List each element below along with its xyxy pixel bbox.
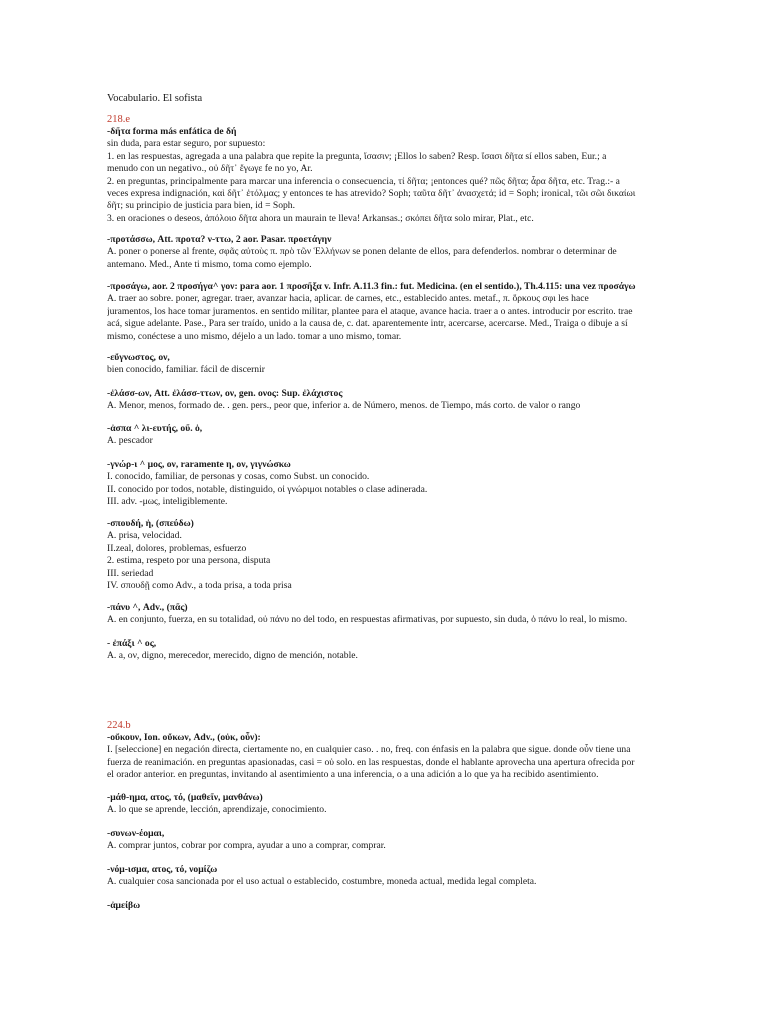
definition-line: sin duda, para estar seguro, por supuesto: xyxy=(107,138,266,150)
headword: -πάνυ ^, Adv., (πᾶς) xyxy=(107,602,188,613)
definition-line: A. en conjunto, fuerza, en su totalidad, οὐ πάνυ no del todo, en respuestas afirmativas, por supuesto, sin duda, ὁ πάνυ lo real, lo mismo. xyxy=(107,614,628,626)
definition-line: 2. en preguntas, principalmente para marcar una inferencia o consecuencia, τί δῆτα; ¡entonces qué? πῶς δῆτα; ἆρα δῆτα, etc. Trag.:- a xyxy=(107,175,620,187)
definition-line: antemano. Med., Ante ti mismo, toma como ejemplo. xyxy=(107,258,312,270)
definition-line: A. poner o ponerse al frente, σφᾶς αὐτοὺς π. πρὸ τῶν Ἑλλήνων se ponen delante de ellos, para defenderlos. nombrar o determinar de xyxy=(107,246,617,258)
entry-mathema xyxy=(107,792,669,817)
definition-line: 2. estima, respeto por una persona, disputa xyxy=(107,555,271,567)
definition-line: el orador anterior. en preguntas, invitando al asentimiento a una inferencia, o a una adición a lo que ya ha recibido asentimiento. xyxy=(107,769,599,781)
definition-line: 1. en las respuestas, agregada a una palabra que repite la pregunta, ἴσασιν; ¡Ellos lo saben? Resp. ἴσασι δῆτα sí ellos saben, Eur.; a xyxy=(107,150,607,162)
entry-gnorimos xyxy=(107,459,669,509)
definition-line: II.zeal, dolores, problemas, esfuerzo xyxy=(107,542,247,554)
definition-line: veces expresa indignación, καὶ δῆτ᾽ ἐτόλμας; y entonces te has atrevido? Soph; ταῦτα δῆτ᾽ ἀνασχετά; id = Soph; ironical, τῶι σῶι δικαίωι xyxy=(107,188,636,200)
entry-oukoun xyxy=(107,732,669,782)
headword: -εὔγνωστος, ον, xyxy=(107,352,170,363)
definition-line: fuerza de reanimación. en preguntas apasionadas, casi = οὐ solo. en las respuestas, donde el hablante aprovecha una apertura ofrecida por xyxy=(107,756,635,768)
section-number: 218.e xyxy=(107,114,131,125)
document-title: Vocabulario. El sofista xyxy=(107,93,203,104)
headword: -δῆτα forma más enfática de δή xyxy=(107,126,237,137)
headword: -προτάσσω, Att. προτα? ν-ττω, 2 aor. Pasar. προετάγην xyxy=(107,234,332,245)
entry-protasso xyxy=(107,234,669,271)
definition-line: A. comprar juntos, cobrar por compra, ayudar a uno a comprar, comprar. xyxy=(107,840,386,852)
definition-line: A. prisa, velocidad. xyxy=(107,530,182,542)
definition-line: II. conocido por todos, notable, distinguido, οἱ γνώριμοι notables o clase adinerada. xyxy=(107,483,428,495)
headword: -συνων-έομαι, xyxy=(107,828,165,839)
entry-epaxios xyxy=(107,638,669,663)
definition-line: A. traer ao sobre. poner, agregar. traer, avanzar hacia, aplicar. de carnes, etc., establecido antes. metaf., π. ὅρκους σφι les hace xyxy=(107,293,589,305)
definition-line: I. [seleccione] en negación directa, ciertamente no, en cualquier caso. . no, freq. con énfasis en la palabra que sigue. donde οὖν tiene una xyxy=(107,744,631,756)
headword: -ἐλάσσ-ων, Att. ἐλάσσ-ττων, ον, gen. ονος: Sup. ἐλάχιστος xyxy=(107,388,343,399)
definition-line: mismo, conéctese a uno mismo, déjelo a un lado. tomar a uno mismo, tomar. xyxy=(107,330,402,342)
definition-line: menudo con un negativo., οὐ δῆτ᾽ ἔγωγε fe no yo, Ar. xyxy=(107,163,313,175)
definition-line: juramentos, los hace tomar juramentos. en sentido militar, plantee para el ataque, avance hacia. traer a o antes. introducir por escrito. trae xyxy=(107,305,633,317)
entry-aspalieutes xyxy=(107,423,669,448)
entry-elasson xyxy=(107,388,669,413)
definition-line: A. a, ον, digno, merecedor, merecido, digno de mención, notable. xyxy=(107,650,358,662)
definition-line: δῆτ; su principio de justicia para bien, id = Soph. xyxy=(107,200,295,212)
definition-line: III. seriedad xyxy=(107,567,154,579)
entry-spoude xyxy=(107,518,669,592)
definition-line: A. Menor, menos, formado de. . gen. pers., peor que, inferior a. de Número, menos. de Tiempo, más corto. de valor o rango xyxy=(107,400,581,412)
entry-deta xyxy=(107,126,669,225)
headword: -οὔκουν, Ion. οὔκων, Adv., (οὐκ, οὖν): xyxy=(107,732,261,743)
headword: -νόμ-ισμα, ατος, τό, νομίζω xyxy=(107,864,218,875)
headword: -γνώρ-ι ^ μος, ον, raramente η, ον, γιγνώσκω xyxy=(107,459,291,470)
entry-pany xyxy=(107,602,669,627)
headword: -μάθ-ημα, ατος, τό, (μαθεῖν, μανθάνω) xyxy=(107,792,263,803)
entry-ameibo xyxy=(107,900,669,912)
section-number: 224.b xyxy=(107,720,131,731)
definition-line: IV. σπουδῇ como Adv., a toda prisa, a toda prisa xyxy=(107,580,292,592)
headword: -ἀμείβω xyxy=(107,900,141,911)
definition-line: A. lo que se aprende, lección, aprendizaje, conocimiento. xyxy=(107,804,327,816)
definition-line: 3. en oraciones o deseos, ἀπόλοιο δῆτα ahora un maurain te lleva! Arkansas.; σκόπει δῆτα solo mirar, Plat., etc. xyxy=(107,212,534,224)
headword: - ἐπάξι ^ ος, xyxy=(107,638,157,649)
headword: -ἀσπα ^ λι-ευτής, οῦ. ὁ, xyxy=(107,423,203,434)
definition-line: A. cualquier cosa sancionada por el uso actual o establecido, costumbre, moneda actual, medida legal completa. xyxy=(107,876,537,888)
entry-nomisma xyxy=(107,864,669,889)
entry-eugnostos xyxy=(107,352,669,377)
headword: -σπουδή, ἡ, (σπεύδω) xyxy=(107,518,194,529)
headword: -προσάγω, aor. 2 προσήγα^ γον: para aor. 1 προσῆξα v. Infr. A.11.3 fin.: fut. Medicina. (en el sentido.), Th.4.115: una vez προσάγω xyxy=(107,281,636,292)
entry-synoneomai xyxy=(107,828,669,853)
definition-line: I. conocido, familiar, de personas y cosas, como Subst. un conocido. xyxy=(107,471,370,483)
definition-line: bien conocido, familiar. fácil de discernir xyxy=(107,364,265,376)
definition-line: acá, sigue adelante. Pase., Para ser traído, unido a la causa de, c. dat. aparentemente intr, acercarse, acercarse. Med., Traiga o dibuje a sí xyxy=(107,318,628,330)
definition-line: III. adv. -μως, inteligiblemente. xyxy=(107,496,228,508)
entry-prosago xyxy=(107,281,669,343)
definition-line: A. pescador xyxy=(107,435,153,447)
